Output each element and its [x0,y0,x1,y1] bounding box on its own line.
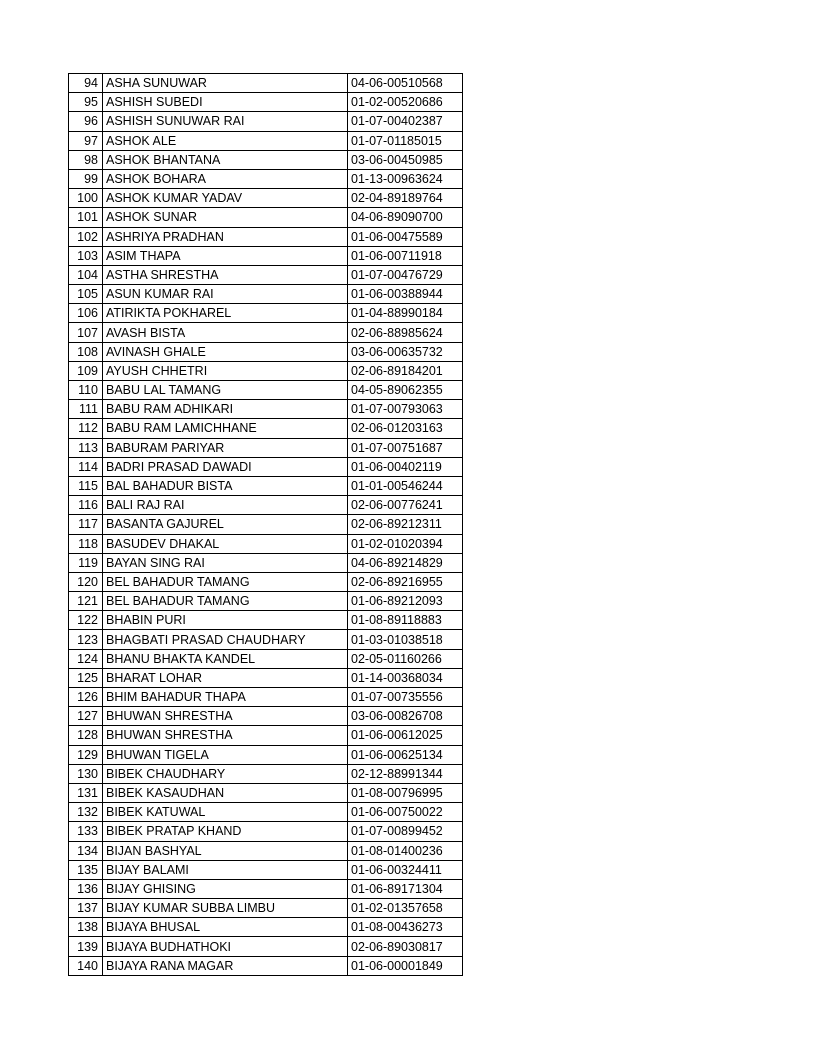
person-name: BIJAYA BHUSAL [103,918,348,937]
row-number: 106 [69,304,103,323]
person-name: ASHA SUNUWAR [103,74,348,93]
table-row [69,899,463,918]
id-code: 01-14-00368034 [348,668,463,687]
table-row [69,131,463,150]
person-name: BIBEK KATUWAL [103,803,348,822]
id-code: 02-06-89216955 [348,572,463,591]
table-row [69,879,463,898]
table-row [69,496,463,515]
table-row [69,419,463,438]
table-row [69,841,463,860]
person-name: BEL BAHADUR TAMANG [103,592,348,611]
row-number: 140 [69,956,103,975]
table-row [69,150,463,169]
row-number: 113 [69,438,103,457]
row-number: 101 [69,208,103,227]
id-code: 01-07-00751687 [348,438,463,457]
person-name: ASHOK SUNAR [103,208,348,227]
id-code: 02-04-89189764 [348,189,463,208]
records-table-body [69,74,463,976]
table-row [69,476,463,495]
id-code: 01-08-00796995 [348,783,463,802]
id-code: 01-08-89118883 [348,611,463,630]
id-code: 04-06-89090700 [348,208,463,227]
id-code: 01-06-00388944 [348,285,463,304]
table-row [69,189,463,208]
id-code: 02-06-89030817 [348,937,463,956]
row-number: 128 [69,726,103,745]
id-code: 02-06-00776241 [348,496,463,515]
row-number: 104 [69,265,103,284]
person-name: ATIRIKTA POKHAREL [103,304,348,323]
table-row [69,515,463,534]
person-name: BIJAY KUMAR SUBBA LIMBU [103,899,348,918]
row-number: 119 [69,553,103,572]
id-code: 01-06-00001849 [348,956,463,975]
row-number: 115 [69,476,103,495]
table-row [69,803,463,822]
person-name: BIBEK CHAUDHARY [103,764,348,783]
table-row [69,227,463,246]
row-number: 124 [69,649,103,668]
id-code: 01-07-01185015 [348,131,463,150]
id-code: 01-08-01400236 [348,841,463,860]
person-name: BABU LAL TAMANG [103,381,348,400]
table-row [69,457,463,476]
row-number: 131 [69,783,103,802]
person-name: ASTHA SHRESTHA [103,265,348,284]
row-number: 122 [69,611,103,630]
row-number: 134 [69,841,103,860]
id-code: 04-05-89062355 [348,381,463,400]
row-number: 121 [69,592,103,611]
row-number: 102 [69,227,103,246]
id-code: 01-02-00520686 [348,93,463,112]
row-number: 111 [69,400,103,419]
person-name: BABU RAM ADHIKARI [103,400,348,419]
person-name: BHARAT LOHAR [103,668,348,687]
person-name: AVASH BISTA [103,323,348,342]
table-row [69,438,463,457]
row-number: 114 [69,457,103,476]
table-row [69,342,463,361]
person-name: ASHOK KUMAR YADAV [103,189,348,208]
id-code: 01-06-00475589 [348,227,463,246]
person-name: BABU RAM LAMICHHANE [103,419,348,438]
id-code: 01-06-00711918 [348,246,463,265]
row-number: 94 [69,74,103,93]
person-name: BABURAM PARIYAR [103,438,348,457]
row-number: 117 [69,515,103,534]
table-row [69,764,463,783]
person-name: BASANTA GAJUREL [103,515,348,534]
person-name: BHABIN PURI [103,611,348,630]
id-code: 01-06-00402119 [348,457,463,476]
row-number: 112 [69,419,103,438]
id-code: 02-06-89212311 [348,515,463,534]
table-row [69,246,463,265]
table-row [69,304,463,323]
row-number: 110 [69,381,103,400]
row-number: 120 [69,572,103,591]
id-code: 01-06-89212093 [348,592,463,611]
id-code: 01-07-00476729 [348,265,463,284]
row-number: 136 [69,879,103,898]
row-number: 97 [69,131,103,150]
table-row [69,112,463,131]
person-name: ASHRIYA PRADHAN [103,227,348,246]
person-name: BIBEK PRATAP KHAND [103,822,348,841]
person-name: ASHISH SUBEDI [103,93,348,112]
id-code: 01-06-89171304 [348,879,463,898]
id-code: 02-05-01160266 [348,649,463,668]
table-row [69,208,463,227]
person-name: BIJAYA RANA MAGAR [103,956,348,975]
table-row [69,400,463,419]
table-row [69,553,463,572]
row-number: 103 [69,246,103,265]
id-code: 03-06-00635732 [348,342,463,361]
table-row [69,361,463,380]
id-code: 01-06-00612025 [348,726,463,745]
table-row [69,323,463,342]
id-code: 04-06-00510568 [348,74,463,93]
records-table [68,73,463,976]
row-number: 130 [69,764,103,783]
id-code: 03-06-00826708 [348,707,463,726]
id-code: 01-07-00402387 [348,112,463,131]
person-name: BAYAN SING RAI [103,553,348,572]
person-name: ASIM THAPA [103,246,348,265]
row-number: 123 [69,630,103,649]
row-number: 126 [69,688,103,707]
person-name: BIJAY BALAMI [103,860,348,879]
person-name: ASHOK BHANTANA [103,150,348,169]
row-number: 137 [69,899,103,918]
person-name: BHUWAN SHRESTHA [103,707,348,726]
row-number: 118 [69,534,103,553]
table-row [69,649,463,668]
table-row [69,937,463,956]
person-name: AYUSH CHHETRI [103,361,348,380]
person-name: BIJAYA BUDHATHOKI [103,937,348,956]
id-code: 01-01-00546244 [348,476,463,495]
person-name: BADRI PRASAD DAWADI [103,457,348,476]
id-code: 01-03-01038518 [348,630,463,649]
row-number: 138 [69,918,103,937]
table-row [69,265,463,284]
id-code: 02-06-01203163 [348,419,463,438]
row-number: 133 [69,822,103,841]
table-row [69,381,463,400]
table-row [69,169,463,188]
id-code: 01-02-01020394 [348,534,463,553]
table-row [69,783,463,802]
row-number: 96 [69,112,103,131]
person-name: BHUWAN TIGELA [103,745,348,764]
id-code: 02-06-89184201 [348,361,463,380]
table-row [69,93,463,112]
table-row [69,707,463,726]
person-name: ASHISH SUNUWAR RAI [103,112,348,131]
person-name: ASHOK ALE [103,131,348,150]
row-number: 100 [69,189,103,208]
id-code: 01-04-88990184 [348,304,463,323]
table-row [69,592,463,611]
table-row [69,726,463,745]
person-name: BIJAY GHISING [103,879,348,898]
person-name: AVINASH GHALE [103,342,348,361]
table-row [69,572,463,591]
row-number: 135 [69,860,103,879]
row-number: 108 [69,342,103,361]
person-name: BIJAN BASHYAL [103,841,348,860]
row-number: 95 [69,93,103,112]
table-row [69,630,463,649]
person-name: BHUWAN SHRESTHA [103,726,348,745]
id-code: 01-07-00735556 [348,688,463,707]
person-name: BEL BAHADUR TAMANG [103,572,348,591]
row-number: 107 [69,323,103,342]
id-code: 01-06-00625134 [348,745,463,764]
person-name: BALI RAJ RAI [103,496,348,515]
id-code: 02-06-88985624 [348,323,463,342]
person-name: BASUDEV DHAKAL [103,534,348,553]
table-row [69,860,463,879]
id-code: 01-06-00324411 [348,860,463,879]
row-number: 127 [69,707,103,726]
person-name: ASUN KUMAR RAI [103,285,348,304]
row-number: 129 [69,745,103,764]
id-code: 01-07-00899452 [348,822,463,841]
table-row [69,745,463,764]
id-code: 02-12-88991344 [348,764,463,783]
row-number: 105 [69,285,103,304]
table-row [69,688,463,707]
id-code: 01-06-00750022 [348,803,463,822]
row-number: 109 [69,361,103,380]
row-number: 132 [69,803,103,822]
person-name: BIBEK KASAUDHAN [103,783,348,802]
row-number: 116 [69,496,103,515]
row-number: 99 [69,169,103,188]
person-name: BAL BAHADUR BISTA [103,476,348,495]
id-code: 01-07-00793063 [348,400,463,419]
table-row [69,918,463,937]
person-name: BHANU BHAKTA KANDEL [103,649,348,668]
table-row [69,668,463,687]
id-code: 04-06-89214829 [348,553,463,572]
table-row [69,956,463,975]
id-code: 01-13-00963624 [348,169,463,188]
table-row [69,74,463,93]
table-row [69,611,463,630]
table-row [69,822,463,841]
row-number: 98 [69,150,103,169]
table-row [69,285,463,304]
id-code: 01-08-00436273 [348,918,463,937]
id-code: 03-06-00450985 [348,150,463,169]
row-number: 125 [69,668,103,687]
row-number: 139 [69,937,103,956]
person-name: BHIM BAHADUR THAPA [103,688,348,707]
person-name: BHAGBATI PRASAD CHAUDHARY [103,630,348,649]
person-name: ASHOK BOHARA [103,169,348,188]
table-row [69,534,463,553]
id-code: 01-02-01357658 [348,899,463,918]
